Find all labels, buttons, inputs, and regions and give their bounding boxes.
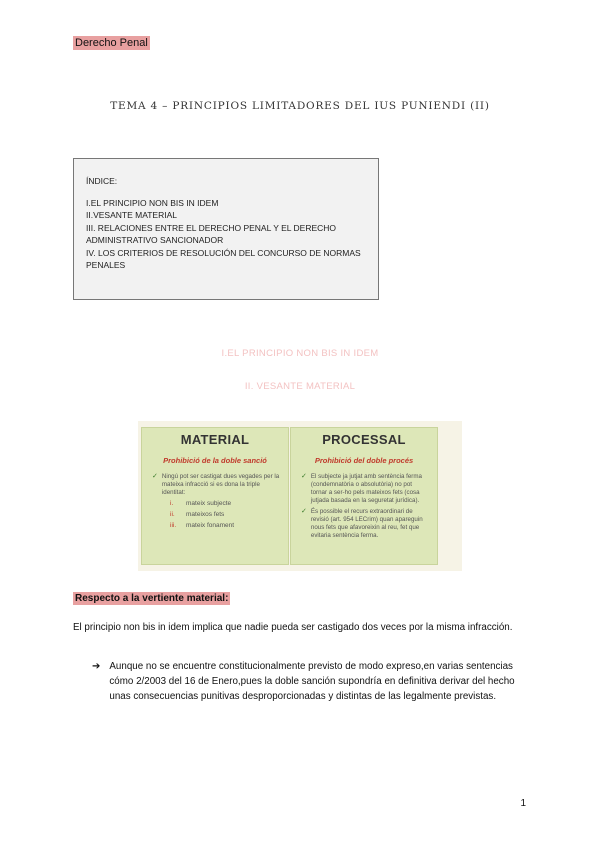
material-body bbox=[152, 473, 280, 530]
bullet-item-text: Aunque no se encuentre constitucionalmente previsto de modo expreso,en varias sentencias cómo 2/2003 del 16 de Enero,pues la doble sanción supondría en definitiva derivar del hecho unas consecuencias punitivas desproporcionadas y distintas de las legalmente previstas. bbox=[109, 661, 515, 702]
arrow-right-icon: ➔ bbox=[92, 661, 101, 672]
section-heading-1: I.EL PRINCIPIO NON BIS IN IDEM bbox=[221, 348, 379, 359]
index-heading: ÍNDICE: bbox=[86, 176, 118, 186]
index-item: II.VESANTE MATERIAL bbox=[86, 210, 178, 220]
paragraph: El principio non bis in idem implica que nadie pueda ser castigado dos veces por la misma infracción. bbox=[73, 622, 513, 633]
processal-bullet bbox=[301, 473, 429, 505]
subitem-number: ii. bbox=[170, 511, 175, 518]
page-number: 1 bbox=[520, 798, 526, 809]
material-aspect-label: Respecto a la vertiente material: bbox=[75, 593, 229, 604]
material-subitem bbox=[170, 511, 280, 519]
index-item: III. RELACIONES ENTRE EL DERECHO PENAL Y EL DERECHO ADMINISTRATIVO SANCIONADOR bbox=[86, 222, 337, 245]
material-bullet bbox=[152, 473, 280, 497]
subject-header: Derecho Penal bbox=[75, 37, 148, 49]
processal-body bbox=[301, 473, 429, 540]
index-box bbox=[73, 158, 379, 300]
processal-bullet-text: És possible el recurs extraordinari de revisió (art. 954 LECrim) quan apareguin nous fets que afavoreixin al reu, fet que evitaria sentència ferma. bbox=[310, 508, 423, 539]
material-subtitle: Prohibició de la doble sanció bbox=[163, 456, 267, 465]
processal-bullet-text: El subjecte ja jutjat amb sentència ferma (condemnatòria o absolutòria) no pot tornar a ser-ho pels mateixos fets (cosa jutjada basada en la seguretat jurídica). bbox=[310, 473, 422, 504]
check-icon: ✓ bbox=[301, 473, 307, 480]
index-item: I.EL PRINCIPIO NON BIS IN IDEM bbox=[86, 197, 219, 208]
subitem-text: mateixos fets bbox=[186, 511, 225, 518]
processal-bullet bbox=[301, 508, 429, 540]
subitem-text: mateix fonament bbox=[186, 522, 235, 529]
section-heading-2: II. VESANTE MATERIAL bbox=[244, 381, 356, 392]
material-processal-figure bbox=[138, 421, 462, 571]
processal-title: PROCESSAL bbox=[322, 432, 406, 447]
check-icon: ✓ bbox=[152, 473, 158, 480]
document-title: TEMA 4 – PRINCIPIOS LIMITADORES DEL IUS PUNIENDI (II) bbox=[110, 100, 490, 112]
check-icon: ✓ bbox=[301, 508, 307, 515]
bullet-item bbox=[92, 659, 532, 704]
subitem-text: mateix subjecte bbox=[186, 500, 232, 507]
subitem-number: iii. bbox=[170, 522, 177, 529]
material-subitem bbox=[170, 522, 280, 530]
subitem-number: i. bbox=[170, 500, 174, 507]
material-subitem bbox=[170, 500, 280, 508]
material-title: MATERIAL bbox=[180, 432, 250, 447]
material-bullet-text: Ningú pot ser castigat dues vegades per la mateixa infracció si es dona la triple identitat: bbox=[161, 473, 280, 496]
processal-panel bbox=[290, 427, 438, 565]
material-panel bbox=[141, 427, 289, 565]
processal-subtitle: Prohibició del doble procés bbox=[314, 456, 414, 465]
index-item: IV. LOS CRITERIOS DE RESOLUCIÓN DEL CONCURSO DE NORMAS PENALES bbox=[86, 247, 361, 270]
